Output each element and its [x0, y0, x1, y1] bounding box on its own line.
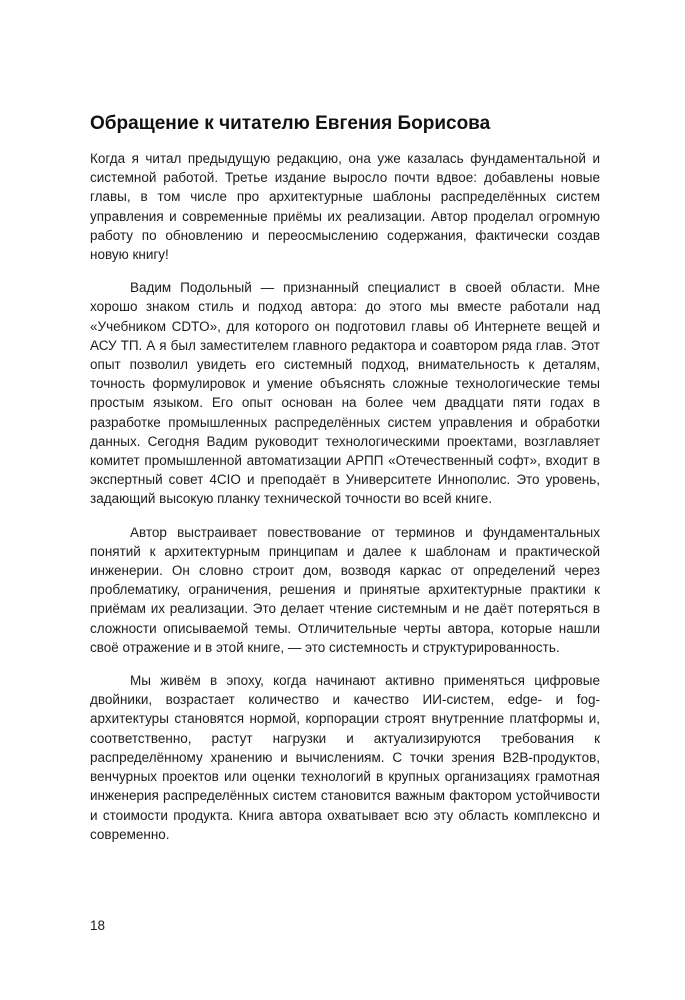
page-number: 18 — [90, 918, 106, 933]
body-text — [90, 149, 600, 858]
paragraph-3: Автор выстраивает повествование от терминов и фундаментальных понятий к архитектурным принципам и далее к шаблонам и практической инженерии. Он словно строит дом, возводя каркас от определений через проблематику, ограничения, решения и принятые архитектурные практики к приёмам их реализации. Это делает чтение системным и не даёт потеряться в сложности описываемой темы. Отличительные черты автора, которые нашли своё отражение и в этой книге, — это системность и структурированность. — [90, 524, 600, 655]
section-title: Обращение к читателю Евгения Борисова — [90, 113, 491, 134]
paragraph-2: Вадим Подольный — признанный специалист в своей области. Мне хорошо знаком стиль и подход автора: до этого мы вместе работали над «Учебником CDTO», для которого он подготовил главы об Интернете вещей и АСУ ТП. А я был заместителем главного редактора и соавтором ряда глав. Этот опыт позволил увидеть его системный подход, внимательность к деталям, точность формулировок и умение объяснять сложные технологические темы простым языком. Его опыт основан на более чем двадцати пяти годах в разработке промышленных распределённых систем управления и обработки данных. Сегодня Вадим руководит технологическими проектами, возглавляет комитет промышленной автоматизации АРПП «Отечественный софт», входит в экспертный совет 4CIO и преподаёт в Университете Иннополис. Это уровень, задающий высокую планку технической точности во всей книге. — [90, 280, 600, 507]
paragraph-1: Когда я читал предыдущую редакцию, она уже казалась фундаментальной и системной работой. Третье издание выросло почти вдвое: добавлены новые главы, в том числе про архитектурные шаблоны распределённых систем управления и современные приёмы их реализации. Автор проделал огромную работу по обновлению и переосмыслению содержания, фактически создав новую книгу! — [90, 151, 600, 263]
paragraph-4: Мы живём в эпоху, когда начинают активно применяться цифровые двойники, возрастает количество и качество ИИ-систем, edge- и fog-архитектуры становятся нормой, корпорации строят внутренние платформы и, соответственно, растут нагрузки и актуализируются требования к распределённому хранению и вычислениям. С точки зрения B2B-продуктов, венчурных проектов или оценки технологий в крупных организациях грамотная инженерия распределённых систем становится важным фактором устойчивости и стоимости продукта. Книга автора охватывает всю эту область комплексно и современно. — [90, 673, 600, 842]
